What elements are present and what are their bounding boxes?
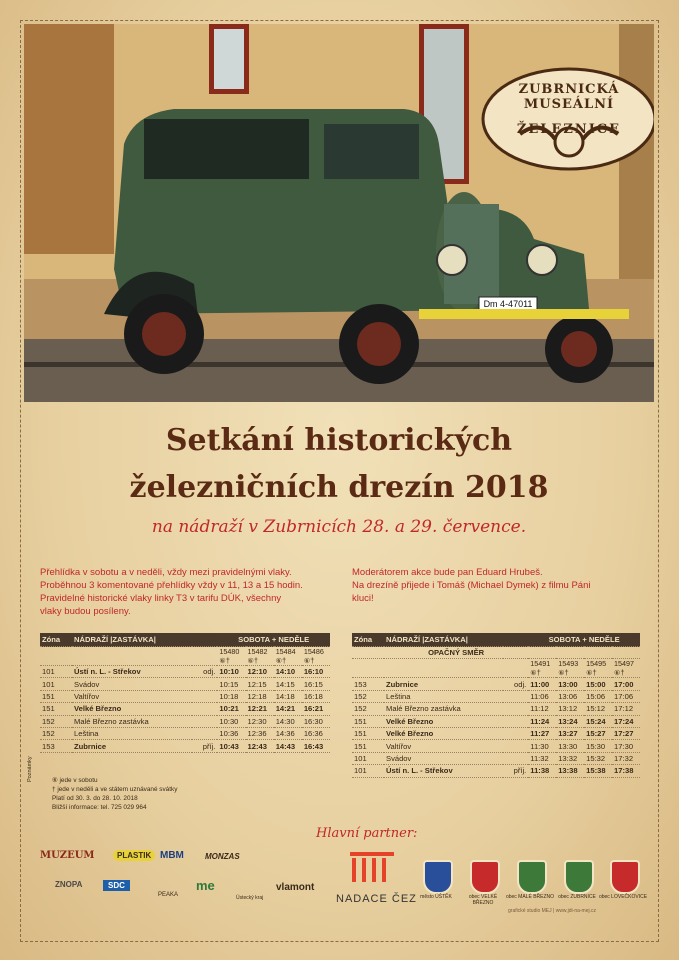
note-cell (192, 727, 217, 739)
station-cell: Ústí n. L. - Střekov (384, 765, 503, 777)
station-cell: Velké Březno (384, 715, 503, 727)
train-number: 15482 ⑥† (246, 647, 274, 666)
table-row (40, 727, 330, 739)
sponsor-logo: PLASTIK (113, 850, 155, 861)
time-cell: 15:27 (584, 727, 612, 739)
zone-cell: 153 (352, 678, 384, 690)
time-cell: 12:18 (246, 690, 274, 702)
time-cell: 13:06 (556, 690, 584, 702)
table-row (40, 703, 330, 715)
time-cell: 15:30 (584, 740, 612, 752)
sponsor-logo: MBM (160, 850, 184, 861)
train-number-row (40, 647, 330, 666)
time-cell: 12:30 (246, 715, 274, 727)
sponsor-logo: SDC (103, 880, 130, 891)
note-cell (192, 690, 217, 702)
col-station: NÁDRAŽÍ |ZASTÁVKA| (384, 633, 528, 647)
time-cell: 11:00 (528, 678, 556, 690)
time-cell: 15:12 (584, 703, 612, 715)
time-cell: 16:21 (302, 703, 330, 715)
table-row (352, 740, 640, 752)
time-cell: 14:21 (274, 703, 302, 715)
time-cell: 12:36 (246, 727, 274, 739)
time-cell: 10:30 (217, 715, 245, 727)
note-cell (503, 740, 528, 752)
time-cell: 10:18 (217, 690, 245, 702)
sponsor-logo: PEAKA (158, 892, 179, 898)
time-cell: 13:32 (556, 752, 584, 764)
time-cell: 11:27 (528, 727, 556, 739)
station-cell: Zubrnice (72, 740, 192, 752)
table-row (40, 715, 330, 727)
time-cell: 17:24 (612, 715, 640, 727)
note-cell (503, 727, 528, 739)
table-row (352, 752, 640, 764)
col-days: SOBOTA + NEDĚLE (217, 633, 330, 647)
title-line-2: železničních drezín 2018 (129, 470, 549, 505)
time-cell: 10:36 (217, 727, 245, 739)
time-cell: 17:27 (612, 727, 640, 739)
note-cell: příj. (192, 740, 217, 752)
train-number: 15480 ⑥† (217, 647, 245, 666)
legend-line: † jede v neděli a ve státem uznávané svátky (52, 786, 178, 793)
train-number: 15495 ⑥† (584, 659, 612, 678)
legend-line: Platí od 30. 3. do 28. 10. 2018 (52, 795, 138, 802)
time-cell: 15:38 (584, 765, 612, 777)
plate-text: Dm 4-47011 (483, 299, 533, 309)
time-cell: 17:12 (612, 703, 640, 715)
zone-cell: 151 (352, 727, 384, 739)
station-cell: Leština (384, 690, 503, 702)
timetable-return (352, 633, 640, 778)
time-cell: 13:27 (556, 727, 584, 739)
table-row (352, 715, 640, 727)
zone-cell: 151 (352, 740, 384, 752)
table-row (40, 678, 330, 690)
note-cell: příj. (503, 765, 528, 777)
time-cell: 13:30 (556, 740, 584, 752)
time-cell: 15:24 (584, 715, 612, 727)
time-cell: 10:15 (217, 678, 245, 690)
time-cell: 12:10 (246, 666, 274, 678)
info-line: Pravidelné historické vlaky linky T3 v tarifu DÚK, všechny (40, 593, 282, 604)
col-station: NÁDRAŽÍ |ZASTÁVKA| (72, 633, 217, 647)
zone-cell: 101 (352, 765, 384, 777)
time-cell: 17:00 (612, 678, 640, 690)
station-cell: Ústí n. L. - Střekov (72, 666, 192, 678)
sponsor-logo: NADACE ČEZ (336, 893, 417, 905)
sponsor-logo: me (196, 878, 215, 893)
time-cell: 16:30 (302, 715, 330, 727)
station-cell: Velké Březno (72, 703, 192, 715)
info-line: Moderátorem akce bude pan Eduard Hrubeš. (352, 567, 543, 578)
logo-line-2: ŽELEZNICE (516, 122, 622, 137)
hero-photo (24, 24, 654, 402)
zone-cell: 152 (352, 690, 384, 702)
time-cell: 15:00 (584, 678, 612, 690)
crest-label: obec ZUBRNICE (558, 894, 596, 900)
note-cell (503, 690, 528, 702)
train-number: 15486 ⑥† (302, 647, 330, 666)
direction-row (352, 647, 640, 659)
time-cell: 13:12 (556, 703, 584, 715)
time-cell: 10:43 (217, 740, 245, 752)
time-cell: 12:15 (246, 678, 274, 690)
time-cell: 13:38 (556, 765, 584, 777)
time-cell: 16:15 (302, 678, 330, 690)
station-cell: Svádov (72, 678, 192, 690)
note-cell (503, 752, 528, 764)
time-cell: 14:36 (274, 727, 302, 739)
time-cell: 10:21 (217, 703, 245, 715)
crest-label: obec LOVEČKOVICE (598, 894, 648, 900)
zone-cell: 152 (40, 727, 72, 739)
station-cell: Valtířov (384, 740, 503, 752)
sponsor-logo: ZNOPA (55, 880, 83, 889)
info-line: vlaky budou posíleny. (40, 606, 131, 617)
col-zone: Zóna (352, 633, 384, 647)
time-cell: 14:43 (274, 740, 302, 752)
zone-cell: 101 (40, 666, 72, 678)
coat-of-arms-icon (470, 860, 500, 894)
info-right (352, 566, 642, 605)
table-row (352, 703, 640, 715)
table-row (40, 690, 330, 702)
time-cell: 11:38 (528, 765, 556, 777)
note-cell (503, 703, 528, 715)
time-cell: 11:12 (528, 703, 556, 715)
time-cell: 13:24 (556, 715, 584, 727)
train-number: 15491 ⑥† (528, 659, 556, 678)
zone-cell: 101 (40, 678, 72, 690)
note-cell (503, 715, 528, 727)
time-cell: 17:06 (612, 690, 640, 702)
legend-label: Poznámky (27, 756, 33, 782)
footer-credit: grafické studio MEJ | www.jdi-na-mej.cz (508, 908, 596, 914)
museum-logo (480, 64, 654, 174)
crest-label: obec MALÉ BŘEZNO (505, 894, 555, 900)
time-cell: 11:24 (528, 715, 556, 727)
note-cell: odj. (192, 666, 217, 678)
zone-cell: 151 (40, 703, 72, 715)
coat-of-arms-icon (610, 860, 640, 894)
zone-cell: 151 (352, 715, 384, 727)
note-cell: odj. (503, 678, 528, 690)
time-cell: 12:43 (246, 740, 274, 752)
sponsor-logo: MONZAS (205, 852, 240, 861)
time-cell: 13:00 (556, 678, 584, 690)
table-row (40, 740, 330, 752)
time-cell: 11:32 (528, 752, 556, 764)
direction-label: OPAČNÝ SMĚR (384, 647, 528, 659)
note-cell (192, 703, 217, 715)
time-cell: 16:18 (302, 690, 330, 702)
time-cell: 14:18 (274, 690, 302, 702)
table-row (352, 765, 640, 777)
time-cell: 14:10 (274, 666, 302, 678)
crest-label: obec VELKÉ BŘEZNO (468, 894, 498, 906)
time-cell: 16:36 (302, 727, 330, 739)
sponsor-logo: vlamont (276, 882, 315, 893)
station-cell: Malé Březno zastávka (72, 715, 192, 727)
legend (27, 756, 340, 812)
legend-line: Bližší informace: tel. 725 029 964 (52, 804, 147, 811)
time-cell: 14:30 (274, 715, 302, 727)
station-cell: Svádov (384, 752, 503, 764)
info-line: Na drezíně přijede i Tomáš (Michael Dymek) z filmu Páni (352, 580, 591, 591)
time-cell: 14:15 (274, 678, 302, 690)
time-cell: 17:38 (612, 765, 640, 777)
zone-cell: 152 (352, 703, 384, 715)
time-cell: 16:43 (302, 740, 330, 752)
time-cell: 17:32 (612, 752, 640, 764)
zone-cell: 153 (40, 740, 72, 752)
cez-logo-icon (346, 850, 398, 886)
train-number: 15497 ⑥† (612, 659, 640, 678)
note-cell (192, 715, 217, 727)
time-cell: 11:06 (528, 690, 556, 702)
col-days: SOBOTA + NEDĚLE (528, 633, 640, 647)
zone-cell: 151 (40, 690, 72, 702)
time-cell: 12:21 (246, 703, 274, 715)
table-row (352, 678, 640, 690)
zone-cell: 152 (40, 715, 72, 727)
note-cell (192, 678, 217, 690)
partner-label: Hlavní partner: (316, 826, 418, 841)
logo-line-1: ZUBRNICKÁ MUSEÁLNÍ (518, 82, 620, 112)
sponsor-logo: Ústecký kraj (236, 895, 264, 901)
zone-cell: 101 (352, 752, 384, 764)
info-line: Proběhnou 3 komentované přehlídky vždy v 11, 13 a 15 hodin. (40, 580, 303, 591)
station-cell: Velké Březno (384, 727, 503, 739)
station-cell: Malé Březno zastávka (384, 703, 503, 715)
table-row (352, 727, 640, 739)
coat-of-arms-icon (564, 860, 594, 894)
table-row (40, 666, 330, 678)
time-cell: 17:30 (612, 740, 640, 752)
time-cell: 15:32 (584, 752, 612, 764)
station-cell: Leština (72, 727, 192, 739)
crest-label: město ÚŠTĚK (420, 894, 452, 900)
time-cell: 15:06 (584, 690, 612, 702)
info-line: kluci! (352, 593, 374, 604)
time-cell: 16:10 (302, 666, 330, 678)
info-line: Přehlídka v sobotu a v neděli, vždy mezi pravidelnými vlaky. (40, 567, 292, 578)
coat-of-arms-icon (517, 860, 547, 894)
time-cell: 11:30 (528, 740, 556, 752)
sponsor-logo: MUZEUM (40, 850, 95, 861)
col-zone: Zóna (40, 633, 72, 647)
subtitle: na nádraží v Zubrnicích 28. a 29. července. (151, 517, 527, 537)
station-cell: Valtířov (72, 690, 192, 702)
info-left (40, 566, 340, 618)
table-row (352, 690, 640, 702)
legend-line: ⑥ jede v sobotu (52, 777, 98, 784)
timetable-outbound (40, 633, 330, 753)
station-cell: Zubrnice (384, 678, 503, 690)
time-cell: 10:10 (217, 666, 245, 678)
title-line-1: Setkání historických (165, 423, 513, 458)
train-number-row (352, 659, 640, 678)
coat-of-arms-icon (423, 860, 453, 894)
train-number: 15493 ⑥† (556, 659, 584, 678)
train-number: 15484 ⑥† (274, 647, 302, 666)
